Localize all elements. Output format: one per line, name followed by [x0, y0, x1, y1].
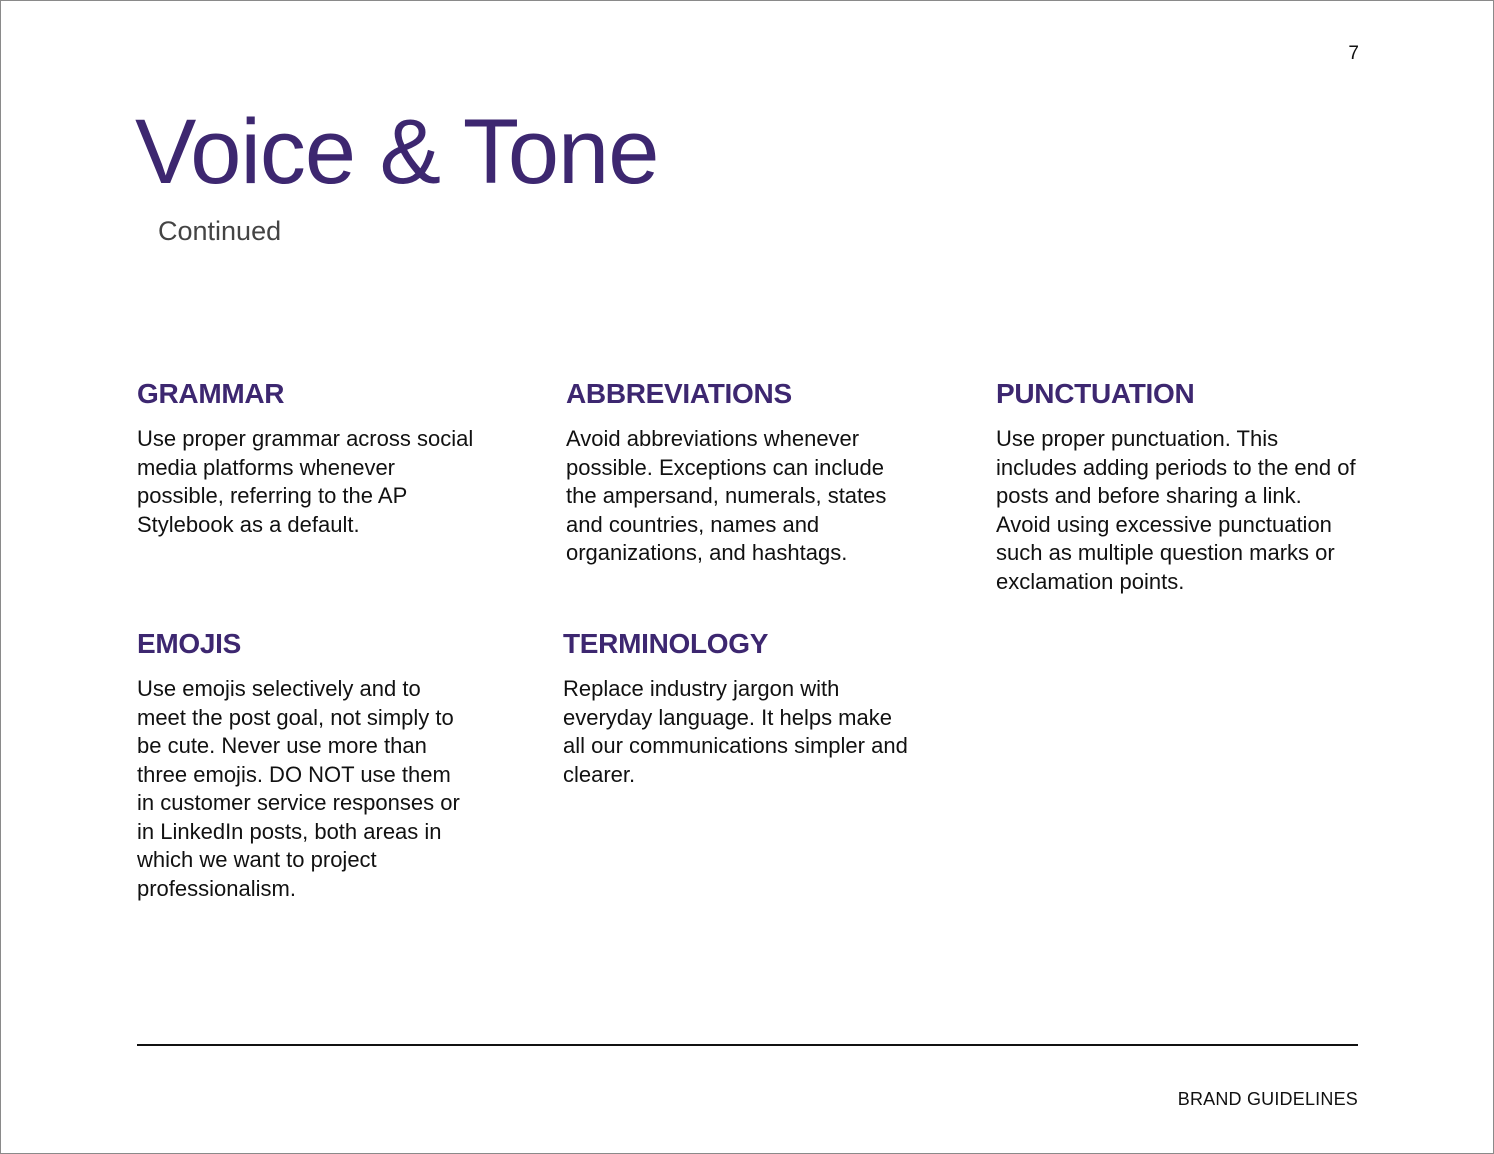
- section-terminology: [563, 627, 908, 789]
- section-emojis: [137, 627, 472, 903]
- footer-divider: [137, 1044, 1358, 1046]
- footer-label: BRAND GUIDELINES: [1177, 1089, 1358, 1109]
- page-title: Voice & Tone: [135, 101, 659, 203]
- section-body: Use proper punctuation. This includes adding periods to the end of posts and before sharing a link. Avoid using excessive punctuation such as multiple question marks or exclamation points.: [996, 426, 1356, 594]
- page-subtitle: Continued: [158, 216, 282, 246]
- section-grammar: [137, 377, 482, 539]
- section-heading: ABBREVIATIONS: [566, 378, 792, 409]
- section-heading: PUNCTUATION: [996, 378, 1195, 409]
- section-body: Avoid abbreviations whenever possible. Exceptions can include the ampersand, numerals, states and countries, names and organizations, and hashtags.: [566, 426, 887, 565]
- page-number: 7: [1348, 43, 1359, 64]
- section-heading: TERMINOLOGY: [563, 628, 769, 659]
- section-body: Replace industry jargon with everyday language. It helps make all our communications simpler and clearer.: [563, 676, 908, 787]
- section-punctuation: [996, 377, 1358, 596]
- section-body: Use emojis selectively and to meet the post goal, not simply to be cute. Never use more than three emojis. DO NOT use them in customer service responses or in LinkedIn posts, both areas in which we want to project professionalism.: [137, 676, 460, 901]
- section-abbreviations: [566, 377, 911, 568]
- section-heading: GRAMMAR: [137, 378, 285, 409]
- section-heading: EMOJIS: [137, 628, 242, 659]
- section-body: Use proper grammar across social media platforms whenever possible, referring to the AP Stylebook as a default.: [137, 426, 474, 537]
